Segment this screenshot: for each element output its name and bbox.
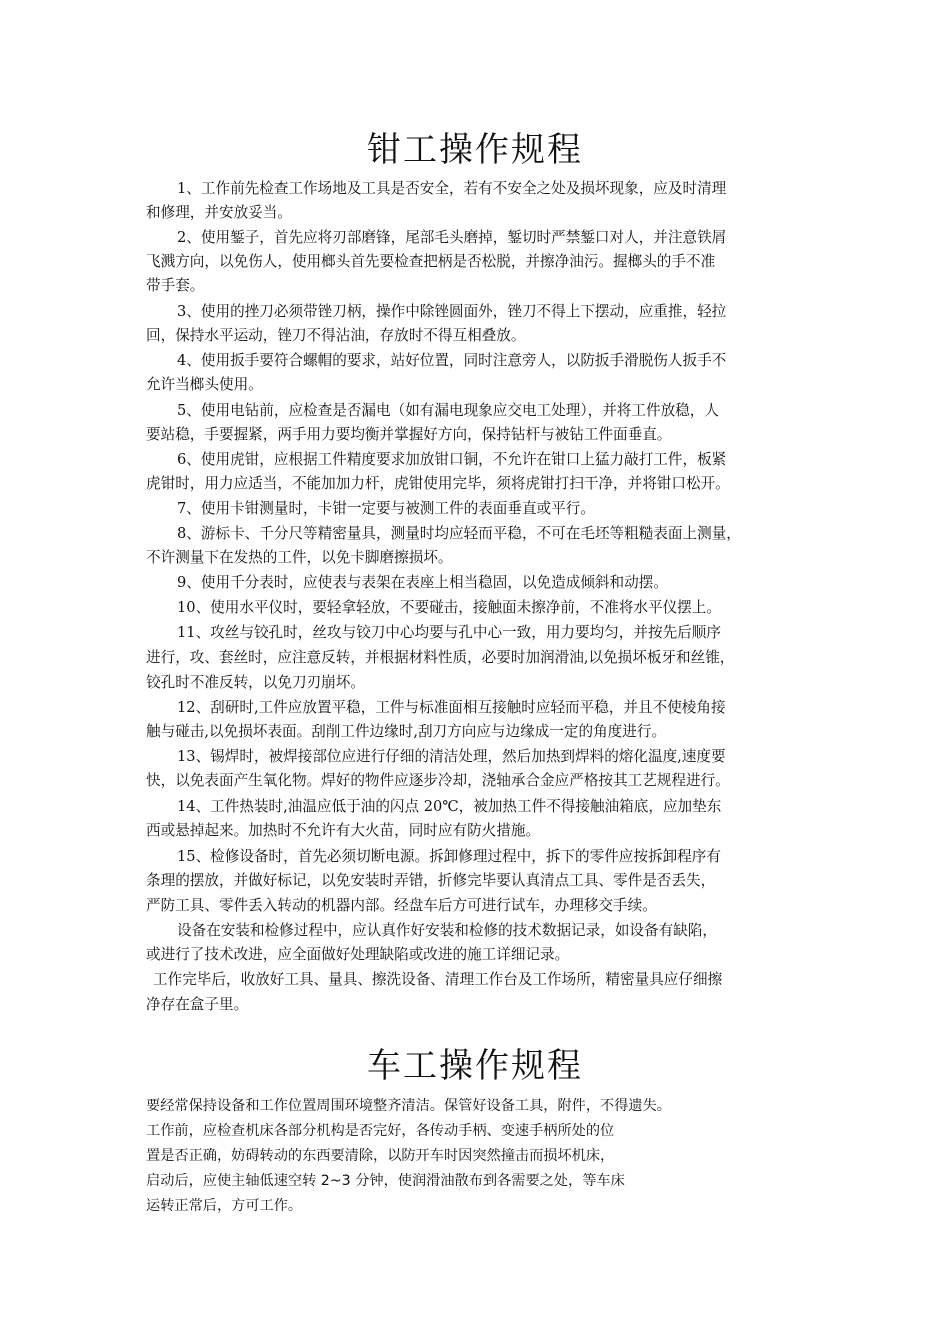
text-line: 虎钳时，用力应适当，不能加加力杆，虎钳使用完毕，须将虎钳打扫干净，并将钳口松开。 — [146, 475, 730, 492]
text-line: 9、使用千分表时，应使表与表架在表座上相当稳固，以免造成倾斜和动摆。 — [177, 574, 668, 591]
text-line: 7、使用卡钳测量时，卡钳一定要与被测工件的表面垂直或平行。 — [177, 500, 595, 517]
text-line: 启动后，应使主轴低速空转 2~3 分钟，使润滑油散布到各需要之处，等车床 — [146, 1173, 625, 1189]
text-line: 12、刮研时,工件应放置平稳，工件与标准面相互接触时应轻而平稳，并且不使棱角接 — [177, 699, 726, 716]
text-line: 6、使用虎钳，应根据工件精度要求加放钳口铜，不允许在钳口上猛力敲打工件，板紧 — [177, 451, 727, 468]
text-line: 2、使用錾子，首先应将刃部磨锋，尾部毛头磨掉，錾切时严禁錾口对人，并注意铁屑 — [177, 229, 727, 246]
text-line: 进行，攻、套丝时，应注意反转，并根据材料性质，必要时加润滑油,以免损坏板牙和丝锥， — [146, 649, 735, 666]
text-line: 工作前，应检查机床各部分机构是否完好，各传动手柄、变速手柄所处的位 — [146, 1123, 615, 1139]
text-line: 要站稳，手要握紧，两手用力要均衡并掌握好方向，保持钻杆与被钻工件面垂直。 — [146, 426, 672, 443]
text-line: 设备在安装和检修过程中，应认真作好安装和检修的技术数据记录，如设备有缺陷， — [177, 922, 717, 939]
text-line: 工作完毕后，收放好工具、量具、擦洗设备、清理工作台及工作场所，精密量具应仔细擦 — [153, 971, 723, 988]
section2-title: 车工操作规程 — [367, 1046, 583, 1086]
text-line: 15、检修设备时，首先必须切断电源。拆卸修理过程中，拆下的零件应按拆卸程序有 — [177, 848, 721, 865]
text-line: 4、使用扳手要符合螺帽的要求，站好位置，同时注意旁人，以防扳手滑脱伤人扳手不 — [177, 352, 727, 369]
text-line: 10、使用水平仪时，要轻拿轻放，不要碰击，接触面未擦净前，不准将水平仪摆上。 — [177, 599, 721, 616]
text-line: 西或悬掉起来。加热时不允许有大火苗，同时应有防火措施。 — [146, 822, 541, 839]
text-line: 或进行了技术改进，应全面做好处理缺陷或改进的施工详细记录。 — [146, 946, 570, 963]
text-line: 5、使用电钻前，应检查是否漏电（如有漏电现象应交电工处理），并将工件放稳，人 — [177, 402, 719, 419]
text-line: 8、游标卡、千分尺等精密量具，测量时均应轻而平稳，不可在毛坯等粗糙表面上测量， — [177, 525, 741, 542]
text-line: 回，保持水平运动，锉刀不得沾油，存放时不得互相叠放。 — [146, 327, 526, 344]
text-line: 14、工件热装时,油温应低于油的闪点 20℃，被加热工件不得接触油箱底，应加垫东 — [177, 798, 722, 815]
text-line: 运转正常后，方可工作。 — [146, 1198, 303, 1214]
text-line: 13、锡焊时，被焊接部位应进行仔细的清洁处理，然后加热到焊料的熔化温度,速度要 — [177, 748, 726, 765]
section1-title: 钳工操作规程 — [367, 130, 583, 170]
text-line: 快，以免表面产生氧化物。焊好的物件应逐步冷却，浇轴承合金应严格按其工艺规程进行。 — [146, 772, 730, 789]
text-line: 铰孔时不准反转，以免刀刃崩坏。 — [146, 674, 365, 691]
text-line: 1、工作前先检查工作场地及工具是否安全，若有不安全之处及损坏现象，应及时清理 — [177, 180, 727, 197]
text-line: 净存在盒子里。 — [146, 996, 249, 1013]
text-line: 触与碰击,以免损坏表面。刮削工件边缘时,刮刀方向应与边缘成一定的角度进行。 — [146, 723, 667, 740]
text-line: 和修理，并安放妥当。 — [146, 204, 292, 221]
text-line: 允许当榔头使用。 — [146, 376, 263, 393]
text-line: 11、攻丝与铰孔时，丝攻与铰刀中心均要与孔中心一致，用力要均匀，并按先后顺序 — [177, 624, 721, 641]
text-line: 条理的摆放，并做好标记，以免安装时弄错，折修完毕要认真清点工具、零件是否丢失， — [146, 872, 716, 889]
text-line: 不许测量下在发热的工件，以免卡脚磨擦损坏。 — [146, 549, 453, 566]
text-line: 严防工具、零件丢入转动的机器内部。经盘车后方可进行试车，办理移交手续。 — [146, 897, 657, 914]
text-line: 置是否正确，妨碍转动的东西要清除，以防开车时因突然撞击而损坏机床， — [146, 1148, 615, 1164]
text-line: 带手套。 — [146, 277, 205, 294]
text-line: 飞溅方向，以免伤人，使用榔头首先要检查把柄是否松脱，并擦净油污。握榔头的手不准 — [146, 253, 716, 270]
text-line: 要经常保持设备和工作位置周围环境整齐清洁。保管好设备工具，附件，不得遗失。 — [146, 1098, 671, 1114]
text-line: 3、使用的挫刀必须带锉刀柄，操作中除锉圆面外，锉刀不得上下摆动，应重推，轻拉 — [177, 303, 727, 320]
